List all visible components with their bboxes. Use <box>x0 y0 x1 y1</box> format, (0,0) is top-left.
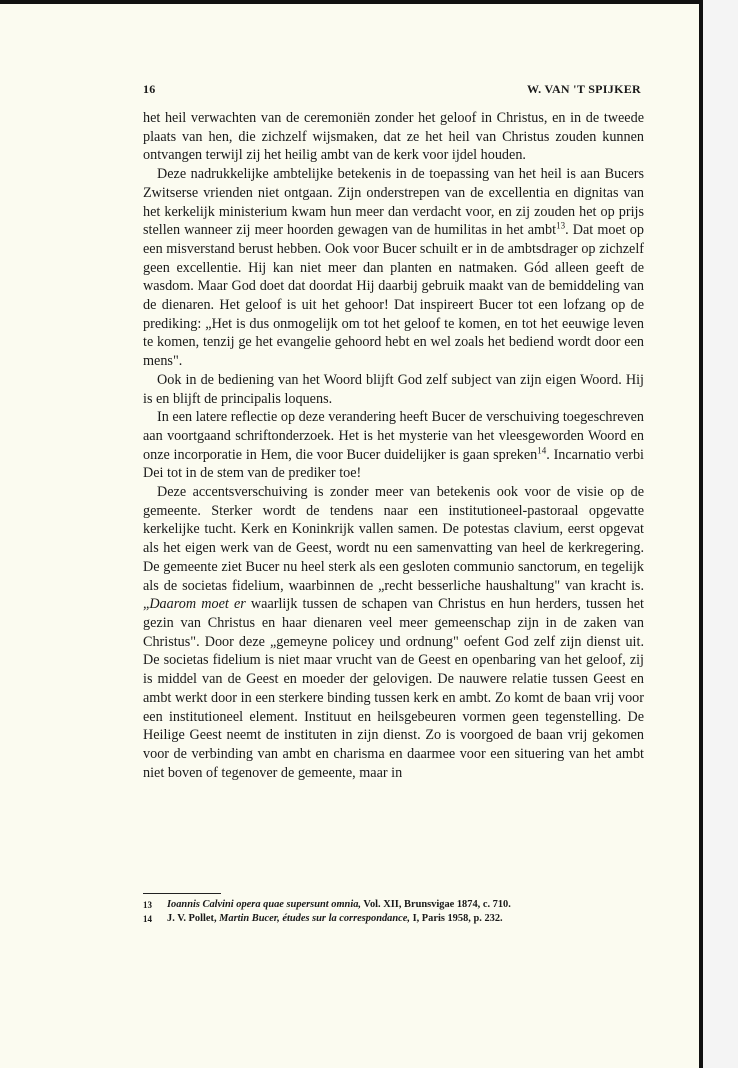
footnote-title: Martin Bucer, études sur la correspondance, <box>219 913 410 924</box>
paragraph-1-text: het heil verwachten van de ceremoniën zonder het geloof in Christus, en in de tweede plaats van hen, die zichzelf wijsmaken, dat ze het heil van Christus zouden kunnen ontvangen terwijl zij het heilig ambt van de kerk voor ijdel houden. <box>143 110 644 164</box>
paragraph-4-text-a: In een latere reflectie op deze verandering heeft Bucer de verschuiving toegeschreven aan voortgaand schriftonderzoek. Het is het mysterie van het vleesgeworden Woord en onze incorporatie in Hem, die voor Bucer duidelijker is gaan spreken <box>143 409 644 463</box>
page-top-edge <box>0 0 738 4</box>
scan-margin <box>703 0 738 1068</box>
paragraph-2-text-b: . Dat moet op een misverstand berust hebben. Ook voor Bucer schuilt er in de ambtsdrager op zichzelf geen excellentie. Hij kan niet meer dan planten en natmaken. Gód alleen geeft de wasdom. Maar God doet dat doordat Hij daarbij gebruik maakt van de bemiddeling van de dienaren. Het geloof is uit het gehoor! Dat inspireert Bucer tot een lofzang op de prediking: „Het is dus onmogelijk om tot het geloof te komen, en tot het eeuwige leven te komen, tenzij ge het evangelie gehoord hebt en wel zoals het bediend wordt door een mens". <box>143 222 644 370</box>
running-head-author: W. VAN 'T SPIJKER <box>526 82 641 96</box>
paragraph-1 <box>143 109 644 165</box>
paragraph-2 <box>143 165 644 371</box>
footnote-14 <box>143 912 644 926</box>
footnotes <box>143 898 644 926</box>
paragraph-5-text-b: waarlijk tussen de schapen van Christus en hun herders, tussen het gezin van Christus en haar dienaren veel meer gemeenschap zijn in de zaken van Christus". Door deze „gemeyne policey und ordnung" oefent God zelf zijn dienst uit. De societas fidelium is niet maar vrucht van de Geest en openbaring van het geloof, zij is middel van de Geest en moeder der gelovigen. De nauwere relatie tussen Geest en ambt werkt door in een sterkere binding tussen kerk en ambt. Zo komt de baan vrij voor een institutioneel element. Instituut en heilsgebeuren vormen geen tegenstelling. De Heilige Geest neemt de instituten in zijn dienst. Zo is voorgoed de baan vrij gekomen voor de verbinding van ambt en charisma en daarmee voor een situering van het ambt niet boven of tegenover de gemeente, maar in <box>143 596 644 781</box>
footnote-ref-14: 14 <box>537 444 547 455</box>
footnote-title: Ioannis Calvini opera quae supersunt omnia, <box>167 899 362 910</box>
paragraph-4-text-b: . Incarnatio verbi Dei tot in de stem van de prediker toe! <box>143 446 644 482</box>
paragraph-5-text-a: Deze accentsverschuiving is zonder meer van betekenis ook voor de visie op de gemeente. Sterker wordt de tendens naar een institutioneel-pastoraal opgevatte kerkelijke tucht. Kerk en Koninkrijk vallen samen. De potestas clavium, eerst opgevat als het eigen werk van de Geest, wordt nu een samenvatting van heel de kerkregering. De gemeente ziet Bucer nu heel sterk als een gesloten communio sanctorum, en tegelijk als de societas fidelium, waarbinnen de „recht besserliche haushaltung" van kracht is. „ <box>143 484 644 613</box>
footnote-author: J. V. Pollet, <box>167 913 220 924</box>
body-text <box>143 109 644 782</box>
paragraph-4 <box>143 408 644 483</box>
footnote-ref-13: 13 <box>556 220 566 231</box>
paragraph-2-text-a: Deze nadrukkelijke ambtelijke betekenis in de toepassing van het heil is aan Bucers Zwitserse vrienden niet ontgaan. Zijn onderstrepen van de excellentia en dignitas van het kerkelijk ministerium kwam hun meer dan verdacht voor, en zij zouden het op prijs stellen wanneer zij meer hoorden gewagen van de humilitas in het ambt <box>143 166 644 239</box>
running-header <box>143 82 643 100</box>
footnote-number: 14 <box>143 914 152 924</box>
paragraph-3-text: Ook in de bediening van het Woord blijft God zelf subject van zijn eigen Woord. Hij is en blijft de principalis loquens. <box>143 371 644 407</box>
footnote-number: 13 <box>143 900 152 910</box>
footnote-details: Vol. XII, Brunsvigae 1874, c. 710. <box>361 899 511 910</box>
page-number: 16 <box>143 82 156 96</box>
paragraph-5-italic: Daarom moet er <box>149 596 246 613</box>
footnote-13 <box>143 898 644 912</box>
paragraph-5 <box>143 483 644 782</box>
footnote-rule <box>143 893 221 894</box>
paragraph-3 <box>143 371 644 408</box>
footnote-details: I, Paris 1958, p. 232. <box>409 913 503 924</box>
